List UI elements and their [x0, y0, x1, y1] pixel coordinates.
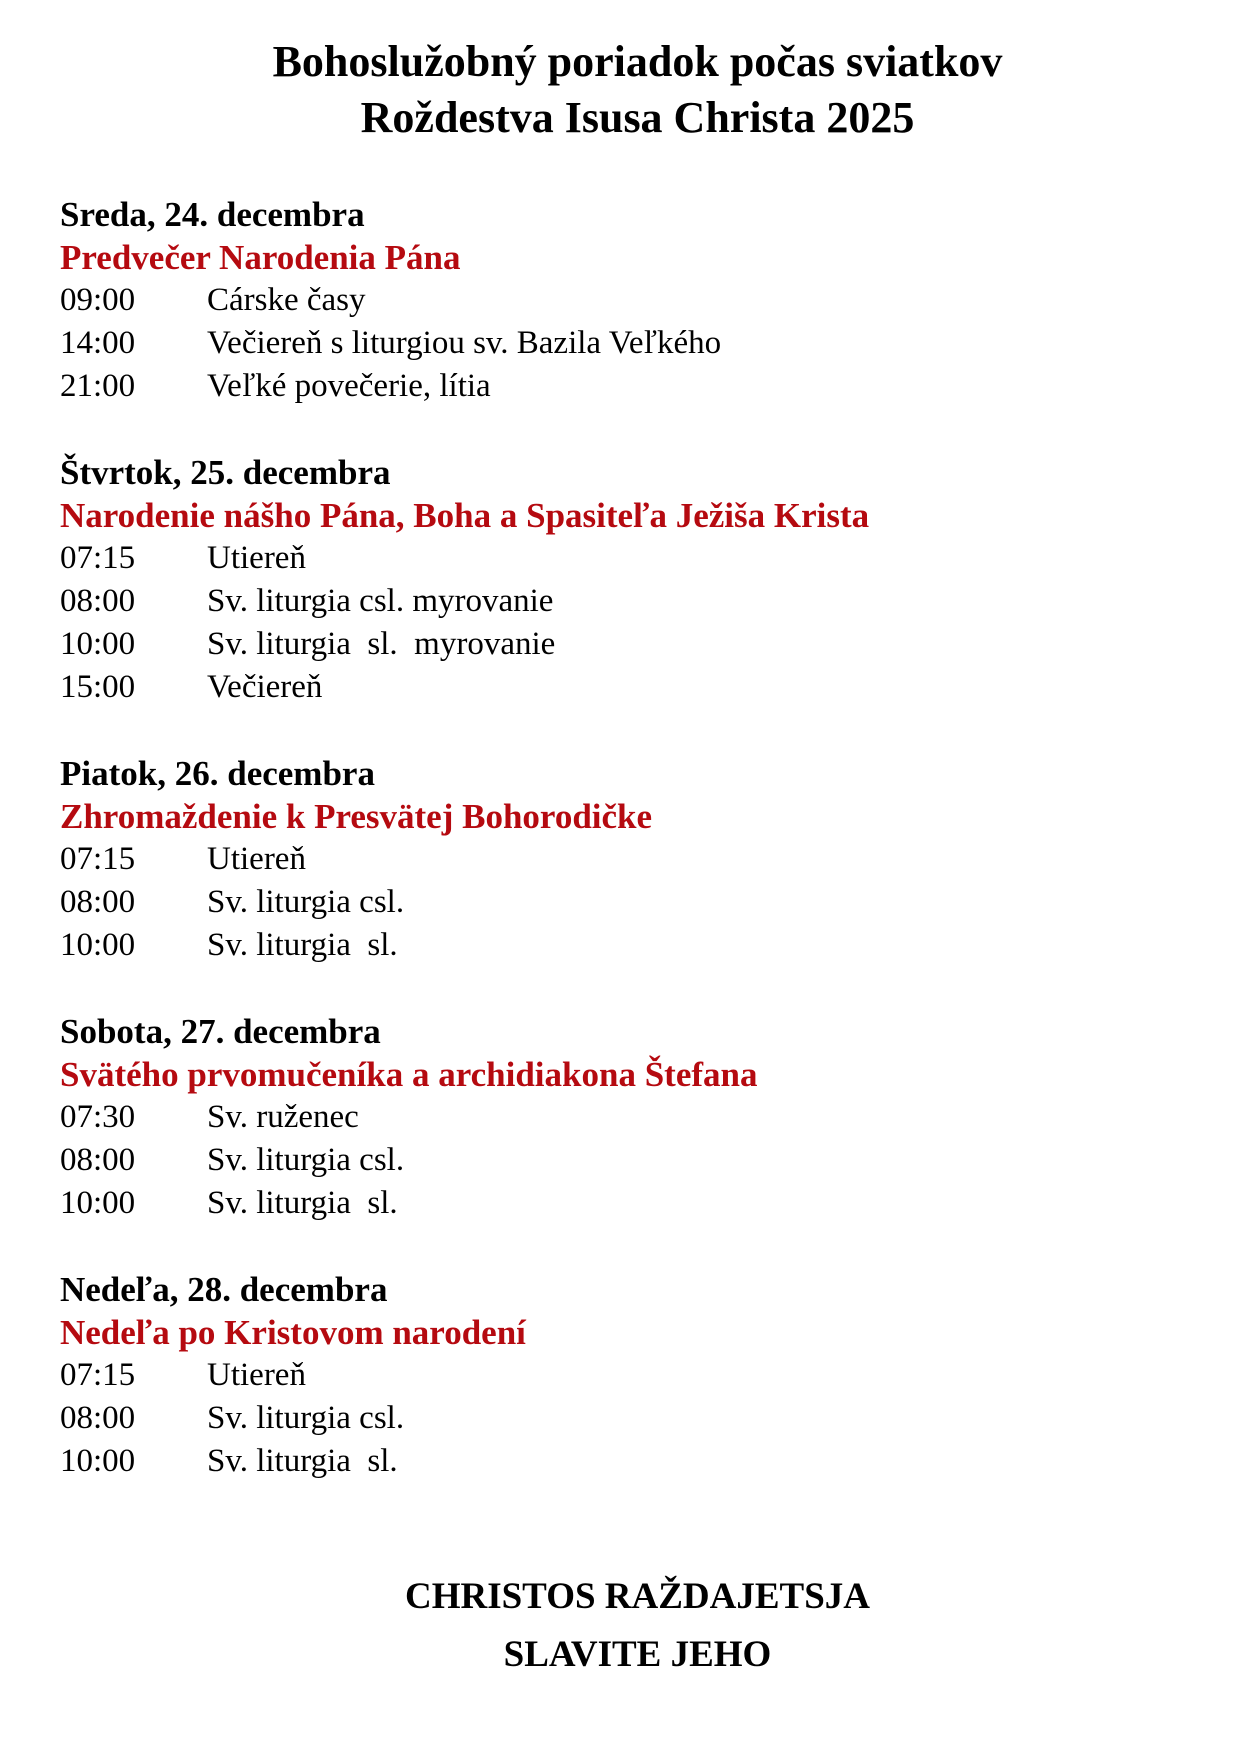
service-row — [60, 881, 1210, 924]
closing-greeting — [0, 1568, 1241, 1684]
schedule — [60, 193, 1210, 1526]
day-date: Piatok, 26. decembra — [60, 754, 375, 793]
service-name: Sv. liturgia sl. — [207, 1443, 398, 1479]
service-row — [60, 924, 1210, 967]
service-name: Sv. liturgia csl. — [207, 1400, 405, 1436]
service-name: Sv. liturgia sl. — [207, 1185, 398, 1221]
closing-line-1: CHRISTOS RAŽDAJETSJA — [404, 1576, 871, 1617]
service-name: Cárske časy — [207, 282, 366, 318]
day-section — [60, 752, 1210, 967]
service-time: 07:15 — [60, 1357, 136, 1393]
feast-title: Svätého prvomučeníka a archidiakona Štefana — [60, 1055, 758, 1094]
service-time: 10:00 — [60, 1443, 136, 1479]
service-name: Utiereň — [207, 540, 306, 576]
service-time: 09:00 — [60, 282, 136, 318]
service-row — [60, 1354, 1210, 1397]
day-section — [60, 1010, 1210, 1225]
service-time: 10:00 — [60, 927, 136, 963]
service-row — [60, 623, 1210, 666]
service-time: 15:00 — [60, 669, 136, 705]
title-line-1: Bohoslužobný poriadok počas sviatkov — [272, 37, 1003, 86]
feast-title: Predvečer Narodenia Pána — [60, 238, 461, 277]
service-row — [60, 1182, 1210, 1225]
closing-line-2: SLAVITE JEHO — [503, 1634, 772, 1675]
day-date: Sobota, 27. decembra — [60, 1012, 381, 1051]
service-name: Veľké povečerie, lítia — [207, 368, 491, 404]
feast-title: Nedeľa po Kristovom narodení — [60, 1313, 526, 1352]
service-name: Sv. liturgia csl. myrovanie — [207, 583, 554, 619]
service-name: Večiereň s liturgiou sv. Bazila Veľkého — [207, 325, 722, 361]
service-name: Večiereň — [207, 669, 323, 705]
title-line-2: Roždestva Isusa Christa 2025 — [360, 93, 915, 142]
service-time: 08:00 — [60, 1400, 136, 1436]
service-row — [60, 838, 1210, 881]
service-time: 21:00 — [60, 368, 136, 404]
service-name: Sv. liturgia csl. — [207, 884, 405, 920]
service-row — [60, 1139, 1210, 1182]
service-time: 08:00 — [60, 1142, 136, 1178]
service-row — [60, 1397, 1210, 1440]
service-row — [60, 279, 1210, 322]
service-time: 07:15 — [60, 841, 136, 877]
service-time: 14:00 — [60, 325, 136, 361]
service-row — [60, 1440, 1210, 1483]
feast-title: Zhromaždenie k Presvätej Bohorodičke — [60, 797, 653, 836]
service-name: Sv. ruženec — [207, 1099, 359, 1135]
feast-title: Narodenie nášho Pána, Boha a Spasiteľa Ježiša Krista — [60, 496, 870, 535]
day-date: Sreda, 24. decembra — [60, 195, 365, 234]
service-row — [60, 537, 1210, 580]
service-time: 10:00 — [60, 1185, 136, 1221]
document-title — [0, 34, 1241, 146]
day-section — [60, 1268, 1210, 1483]
service-name: Utiereň — [207, 1357, 306, 1393]
service-row — [60, 365, 1210, 408]
service-row — [60, 580, 1210, 623]
day-date: Nedeľa, 28. decembra — [60, 1270, 388, 1309]
day-date: Štvrtok, 25. decembra — [60, 453, 391, 492]
service-name: Sv. liturgia sl. myrovanie — [207, 626, 556, 662]
day-section — [60, 451, 1210, 709]
service-time: 07:30 — [60, 1099, 136, 1135]
service-name: Sv. liturgia csl. — [207, 1142, 405, 1178]
day-section — [60, 193, 1210, 408]
service-row — [60, 1096, 1210, 1139]
service-time: 10:00 — [60, 626, 136, 662]
service-name: Utiereň — [207, 841, 306, 877]
service-time: 07:15 — [60, 540, 136, 576]
service-name: Sv. liturgia sl. — [207, 927, 398, 963]
service-time: 08:00 — [60, 884, 136, 920]
service-time: 08:00 — [60, 583, 136, 619]
service-row — [60, 322, 1210, 365]
service-row — [60, 666, 1210, 709]
